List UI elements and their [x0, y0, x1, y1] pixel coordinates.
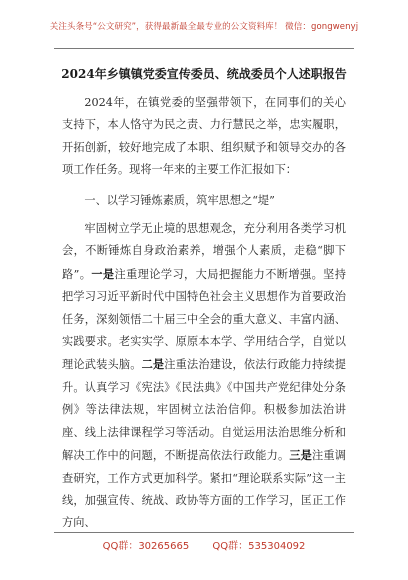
document-title: 2024年乡镇镇党委宣传委员、统战委员个人述职报告: [61, 67, 347, 81]
section-paragraph: [62, 218, 346, 535]
qq-group-2: QQ群：535304092: [212, 541, 306, 552]
header-banner: 关注头条号“公文研究”，获得最新最全最专业的公文资料库！ 微信：gongwenyj: [49, 22, 359, 32]
footer-divider: [54, 532, 354, 533]
point-label: 二是: [141, 357, 165, 372]
intro-paragraph: 2024年，在镇党委的坚强带领下，在同事们的关心支持下，本人恪守为民之责、力行慧民之举，忠实履职，开拓创新，较好地完成了本职、组织赋予和领导交办的各项工作任务。现将一年来的主要工作汇报如下：: [62, 96, 346, 177]
section-lead-text: 牢固树立学无止境的思想观念，充分利用各类学习机会，不断锤炼自身政治素养，增强个人素质，走稳“脚下路”。: [62, 222, 346, 281]
header-divider: [54, 48, 354, 49]
point-text: 坚持把学习习近平新时代中国特色社会主义思想作为首要政治任务，深刻领悟二十届三中全会的重大意义、丰富内涵、实践要求。老实实学、原原本本学、学用结合学，自觉以理论武装头脑。: [62, 267, 346, 372]
point-text: 认真学习《宪法》《民法典》《中国共产党纪律处分条例》等法律法规，牢固树立法治信仰。积极参加法治讲座、线上法律课程学习等活动。自觉运用法治思维分析和解决工作中的问题，不断提高依法行政能力。: [62, 380, 346, 463]
section-heading: 一、以学习锤炼素质，筑牢思想之“堤”: [84, 193, 275, 207]
qq-group-1: QQ群：30265665: [102, 541, 190, 552]
point-label: 三是: [289, 448, 313, 463]
point-text: 紧扣“理论联系实际”这一主线，加强宣传、统战、政协等方面的工作学习，匡正工作方向、: [62, 471, 346, 530]
footer-contacts: [0, 537, 408, 552]
point-heading: 注重理论学习，大局把握能力不断增强。: [114, 267, 324, 281]
point-heading: 注重调查研究，工作方式更加科学。: [62, 449, 346, 485]
point-heading: 注重法治建设，依法行政能力持续提升。: [62, 358, 346, 394]
document-body: [62, 92, 346, 535]
point-label: 一是: [91, 266, 115, 281]
